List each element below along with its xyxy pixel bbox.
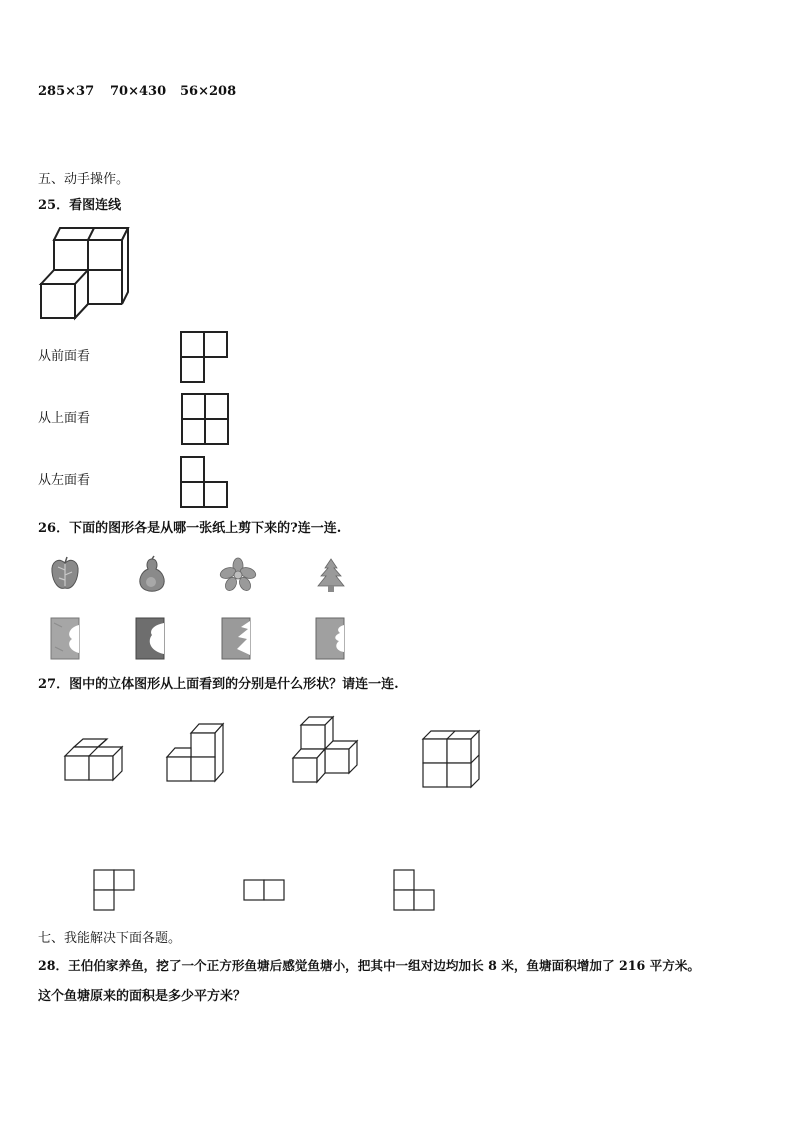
q27-view-option-1 — [93, 869, 137, 913]
paper-piece-4 — [315, 617, 347, 661]
question-27-title: 27．图中的立体图形从上面看到的分别是什么形状？请连一连. — [38, 677, 399, 692]
q27-solid-a — [62, 738, 128, 783]
calc-item-3: 56×208 — [180, 84, 237, 99]
view-shape-l-bottom-row — [180, 456, 230, 508]
q27-solid-d — [420, 730, 486, 794]
question-26-title: 26．下面的图形各是从哪一张纸上剪下来的?连一连. — [38, 521, 342, 536]
paper-piece-2 — [135, 617, 167, 661]
view-shape-square-grid — [181, 393, 231, 445]
view-top-label: 从上面看 — [38, 411, 91, 426]
apple-cutout-icon — [50, 556, 80, 592]
question-28-line-1: 28．王伯伯家养鱼，挖了一个正方形鱼塘后感觉鱼塘小，把其中一组对边均加长 8 米，鱼塘面积增加了 216 平方米。 — [38, 958, 701, 973]
section-seven-title: 七、我能解决下面各题。 — [38, 931, 182, 946]
view-shape-l-top-row — [180, 331, 230, 383]
gourd-cutout-icon — [135, 556, 169, 594]
q27-view-option-3 — [393, 869, 437, 913]
question-25-title: 25．看图连线 — [38, 198, 122, 213]
q27-solid-c — [290, 716, 360, 788]
calc-item-2: 70×430 — [110, 84, 167, 99]
q27-view-option-2 — [243, 879, 287, 903]
calc-item-1: 285×37 — [38, 84, 95, 99]
q27-solid-b — [164, 721, 230, 784]
tree-cutout-icon — [315, 558, 347, 594]
section-five-title: 五、动手操作。 — [38, 172, 130, 187]
q25-solid-figure — [38, 224, 133, 324]
flower-cutout-icon — [220, 558, 256, 592]
view-left-label: 从左面看 — [38, 473, 91, 488]
view-front-label: 从前面看 — [38, 349, 91, 364]
paper-piece-3 — [221, 617, 253, 661]
question-28-line-2: 这个鱼塘原来的面积是多少平方米？ — [38, 989, 247, 1004]
paper-piece-1 — [50, 617, 82, 661]
